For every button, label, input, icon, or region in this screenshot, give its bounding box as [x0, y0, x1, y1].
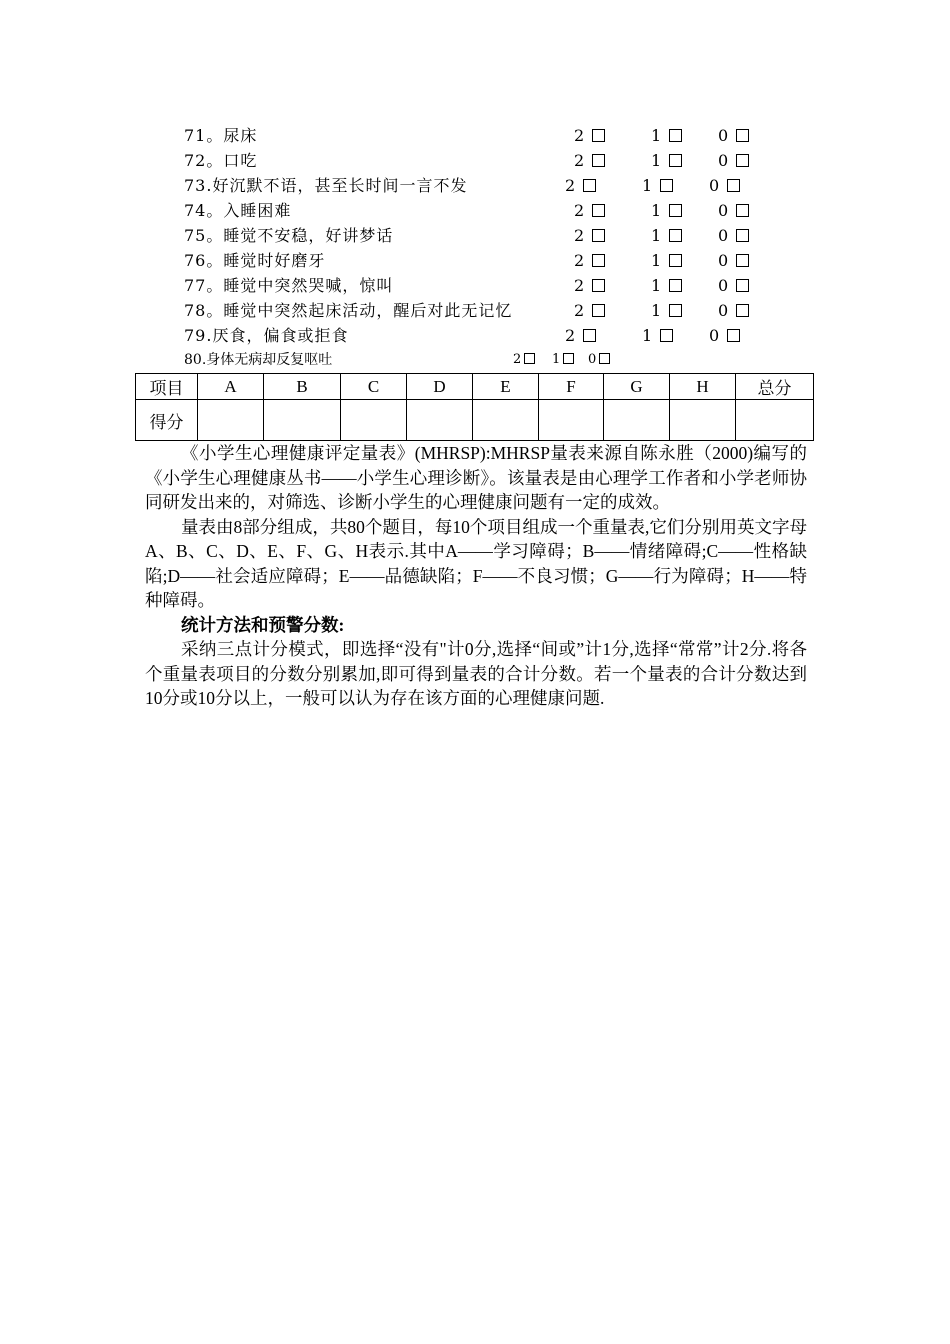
- checkbox-icon[interactable]: [583, 329, 596, 342]
- option-2[interactable]: 2: [574, 124, 605, 148]
- option-1[interactable]: 1: [651, 249, 682, 273]
- option-1[interactable]: 1: [651, 299, 682, 323]
- option-1[interactable]: 1: [642, 324, 673, 348]
- option-1[interactable]: 1: [651, 199, 682, 223]
- item-text: 74。入睡困难: [184, 201, 292, 220]
- score-cell-c[interactable]: [341, 400, 407, 441]
- checkbox-icon[interactable]: [669, 204, 682, 217]
- checkbox-icon[interactable]: [736, 279, 749, 292]
- option-0[interactable]: 0: [588, 349, 610, 371]
- table-header-cell: 总分: [736, 374, 814, 400]
- score-cell-a[interactable]: [198, 400, 264, 441]
- checkbox-icon[interactable]: [592, 304, 605, 317]
- item-text: 72。口吃: [184, 151, 258, 170]
- checkbox-icon[interactable]: [736, 154, 749, 167]
- option-2[interactable]: 2: [574, 299, 605, 323]
- body-text: [145, 441, 807, 711]
- checkbox-icon[interactable]: [669, 229, 682, 242]
- option-2[interactable]: 2: [513, 349, 535, 371]
- score-cell-b[interactable]: [264, 400, 341, 441]
- checkbox-icon[interactable]: [660, 179, 673, 192]
- option-0[interactable]: 0: [718, 224, 749, 248]
- table-header-cell: H: [670, 374, 736, 400]
- option-0[interactable]: 0: [718, 249, 749, 273]
- checkbox-icon[interactable]: [563, 353, 574, 364]
- score-cell-e[interactable]: [473, 400, 539, 441]
- table-header-cell: E: [473, 374, 539, 400]
- score-table: [135, 373, 814, 441]
- checkbox-icon[interactable]: [669, 254, 682, 267]
- item-text: 75。睡觉不安稳，好讲梦话: [184, 226, 394, 245]
- item-text: 80.身体无病却反复呕吐: [184, 352, 333, 368]
- checkbox-icon[interactable]: [669, 279, 682, 292]
- table-row: [136, 400, 814, 441]
- checkbox-icon[interactable]: [736, 229, 749, 242]
- score-cell-h[interactable]: [670, 400, 736, 441]
- option-2[interactable]: 2: [574, 224, 605, 248]
- checkbox-icon[interactable]: [727, 329, 740, 342]
- structure-paragraph: 量表由8部分组成，共80个题目，每10个项目组成一个重量表,它们分别用英文字母A、B、C、D、E、F、G、H表示.其中A——学习障碍；B——情绪障碍;C——性格缺陷;D——社会适应障碍；E——品德缺陷；F——不良习惯；G——行为障碍；H——特种障碍。: [145, 516, 807, 610]
- option-0[interactable]: 0: [718, 149, 749, 173]
- option-2[interactable]: 2: [565, 174, 596, 198]
- checkbox-icon[interactable]: [669, 129, 682, 142]
- table-header-cell: C: [341, 374, 407, 400]
- option-0[interactable]: 0: [718, 299, 749, 323]
- score-cell-g[interactable]: [604, 400, 670, 441]
- table-row-label: 得分: [136, 400, 198, 441]
- option-0[interactable]: 0: [718, 199, 749, 223]
- checkbox-icon[interactable]: [736, 304, 749, 317]
- checkbox-icon[interactable]: [736, 129, 749, 142]
- option-1[interactable]: 1: [651, 224, 682, 248]
- item-text: 79.厌食，偏食或拒食: [184, 326, 349, 345]
- table-header-cell: B: [264, 374, 341, 400]
- item-text: 77。睡觉中突然哭喊，惊叫: [184, 276, 394, 295]
- table-header-cell: F: [539, 374, 604, 400]
- checkbox-icon[interactable]: [592, 279, 605, 292]
- option-1[interactable]: 1: [651, 274, 682, 298]
- checkbox-icon[interactable]: [583, 179, 596, 192]
- checkbox-icon[interactable]: [727, 179, 740, 192]
- checkbox-icon[interactable]: [736, 254, 749, 267]
- option-2[interactable]: 2: [574, 274, 605, 298]
- option-2[interactable]: 2: [574, 249, 605, 273]
- checkbox-icon[interactable]: [592, 129, 605, 142]
- checkbox-icon[interactable]: [592, 229, 605, 242]
- checkbox-icon[interactable]: [524, 353, 535, 364]
- option-1[interactable]: 1: [642, 174, 673, 198]
- table-header-cell: G: [604, 374, 670, 400]
- checkbox-icon[interactable]: [592, 254, 605, 267]
- checkbox-icon[interactable]: [592, 204, 605, 217]
- method-paragraph: 采纳三点计分模式，即选择“没有"计0分,选择“间或”计1分,选择“常常”计2分.将各个重量表项目的分数分别累加,即可得到量表的合计分数。若一个量表的合计分数达到10分或10分以上，一般可以认为存在该方面的心理健康问题.: [145, 639, 807, 708]
- checkbox-icon[interactable]: [599, 353, 610, 364]
- checkbox-icon[interactable]: [669, 154, 682, 167]
- option-2[interactable]: 2: [574, 199, 605, 223]
- item-text: 78。睡觉中突然起床活动，醒后对此无记忆: [184, 301, 513, 320]
- checkbox-icon[interactable]: [660, 329, 673, 342]
- option-0[interactable]: 0: [709, 174, 740, 198]
- intro-paragraph: 《小学生心理健康评定量表》(MHRSP):MHRSP量表来源自陈永胜（2000)编写的《小学生心理健康丛书——小学生心理诊断》。该量表是由心理学工作者和小学老师协同研发出来的，对筛选、诊断小学生的心理健康问题有一定的成效。: [145, 443, 807, 512]
- item-text: 76。睡觉时好磨牙: [184, 251, 326, 270]
- table-header-cell: D: [407, 374, 473, 400]
- option-1[interactable]: 1: [651, 149, 682, 173]
- checkbox-icon[interactable]: [669, 304, 682, 317]
- option-2[interactable]: 2: [574, 149, 605, 173]
- option-0[interactable]: 0: [709, 324, 740, 348]
- option-0[interactable]: 0: [718, 124, 749, 148]
- table-header-cell: 项目: [136, 374, 198, 400]
- option-0[interactable]: 0: [718, 274, 749, 298]
- table-header-row: [136, 374, 814, 400]
- item-text: 73.好沉默不语，甚至长时间一言不发: [184, 176, 468, 195]
- score-cell-total[interactable]: [736, 400, 814, 441]
- score-cell-f[interactable]: [539, 400, 604, 441]
- table-header-cell: A: [198, 374, 264, 400]
- score-cell-d[interactable]: [407, 400, 473, 441]
- checkbox-icon[interactable]: [592, 154, 605, 167]
- item-text: 71。尿床: [184, 126, 258, 145]
- option-1[interactable]: 1: [651, 124, 682, 148]
- method-heading: 统计方法和预警分数:: [181, 614, 345, 635]
- option-2[interactable]: 2: [565, 324, 596, 348]
- option-1[interactable]: 1: [552, 349, 574, 371]
- checkbox-icon[interactable]: [736, 204, 749, 217]
